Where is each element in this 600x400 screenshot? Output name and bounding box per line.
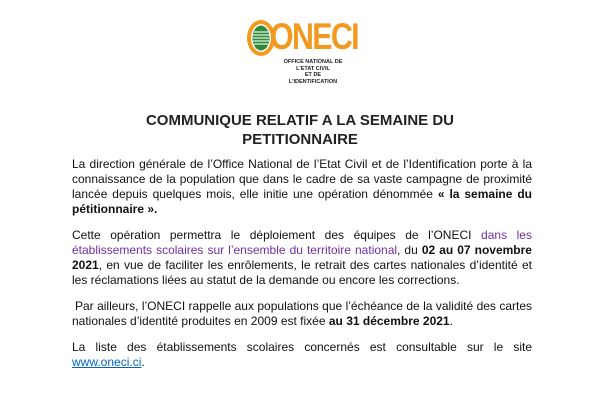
logo-subtitle-line2: ET DE L’IDENTIFICATION: [288, 72, 338, 85]
page-title: [100, 111, 500, 149]
oneci-logo: [245, 14, 358, 85]
paragraph-validity: [72, 299, 532, 329]
deployment-highlight: dans les établissements scolaires sur l’ensemble du territoire national: [72, 228, 532, 257]
deployment-text-2: , du: [397, 243, 422, 257]
logo-subtitle-line1: OFFICE NATIONAL DE L’ETAT CIVIL: [283, 59, 343, 72]
title-line2: PETITIONNAIRE: [242, 131, 358, 148]
paragraph-website: [72, 340, 532, 370]
communique-body: [72, 157, 532, 381]
logo-wordmark: ONECI: [270, 16, 358, 57]
validity-end: .: [449, 314, 453, 328]
logo-subtitle: [282, 59, 344, 85]
deployment-text-1: Cette opération permettra le déploiement des équipes de l’ONECI: [72, 228, 482, 242]
intro-bold: « la semaine du pétitionnaire ».: [72, 187, 532, 216]
paragraph-deployment: [72, 228, 532, 288]
website-end: .: [141, 355, 145, 369]
website-link[interactable]: www.oneci.ci: [72, 355, 142, 369]
deployment-dates: 02 au 07 novembre 2021: [72, 243, 532, 272]
deployment-text-3: , en vue de faciliter les enrôlements, le retrait des cartes nationales d’identité et les réclamations liées au statut de la demande ou encore les corrections.: [72, 258, 532, 287]
intro-text: La direction générale de l’Office National de l’Etat Civil et de l’Identification porte à la connaissance de la population que dans le cadre de sa vaste campagne de proximité lancée depuis quelques mois, elle initie une opération dénommée: [72, 157, 532, 201]
title-line1: COMMUNIQUE RELATIF A LA SEMAINE DU: [145, 112, 455, 129]
website-text: La liste des établissements scolaires concernés est consultable sur le site: [72, 340, 532, 354]
paragraph-intro: [72, 157, 532, 217]
validity-date: au 31 décembre 2021: [328, 314, 450, 328]
validity-text: Par ailleurs, l’ONECI rappelle aux populations que l’échéance de la validité des cartes nationales d’identité produites en 2009 est fixée: [72, 299, 532, 328]
